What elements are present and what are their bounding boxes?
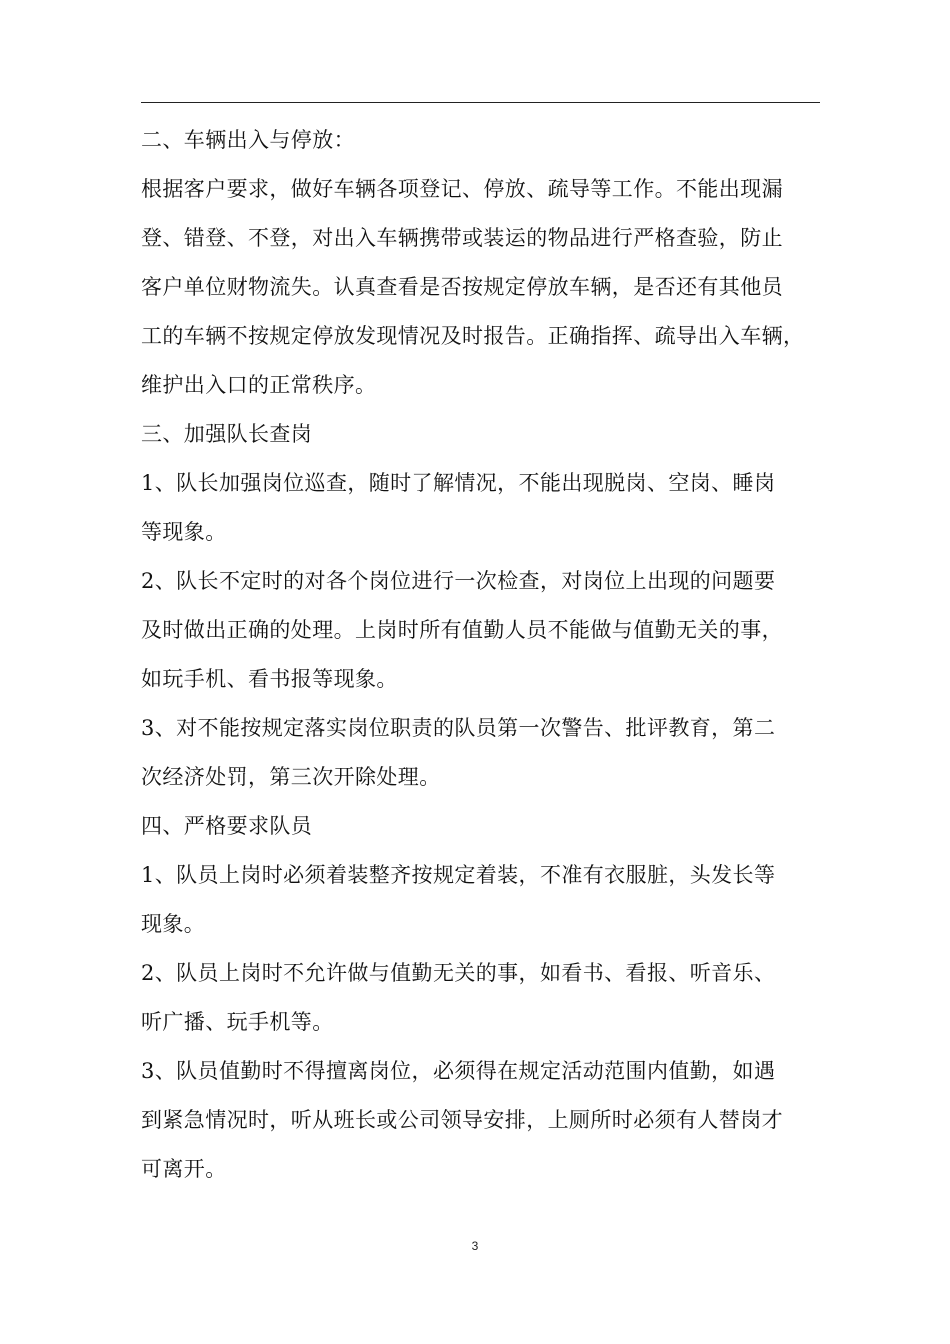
text-line: 等现象。 — [141, 520, 227, 544]
text-line: 及时做出正确的处理。上岗时所有值勤人员不能做与值勤无关的事， — [141, 618, 783, 642]
paragraph — [141, 116, 831, 165]
text-line: 可离开。 — [141, 1157, 227, 1181]
text-line: 根据客户要求，做好车辆各项登记、停放、疏导等工作。不能出现漏 — [141, 177, 783, 201]
text-line: 现象。 — [141, 912, 206, 936]
paragraph — [141, 1047, 831, 1194]
paragraph — [141, 802, 831, 851]
text-line: 听广播、玩手机等。 — [141, 1010, 334, 1034]
document-body — [141, 116, 831, 1194]
text-line: 3、对不能按规定落实岗位职责的队员第一次警告、批评教育，第二 — [141, 716, 776, 740]
text-line: 四、严格要求队员 — [141, 814, 313, 838]
paragraph — [141, 410, 831, 459]
paragraph — [141, 459, 831, 557]
paragraph — [141, 949, 831, 1047]
text-line: 如玩手机、看书报等现象。 — [141, 667, 398, 691]
text-line: 2、队长不定时的对各个岗位进行一次检查，对岗位上出现的问题要 — [141, 569, 776, 593]
text-line: 1、队员上岗时必须着装整齐按规定着装，不准有衣服脏，头发长等 — [141, 863, 776, 887]
text-line: 客户单位财物流失。认真查看是否按规定停放车辆，是否还有其他员 — [141, 275, 783, 299]
text-line: 次经济处罚，第三次开除处理。 — [141, 765, 441, 789]
paragraph — [141, 557, 831, 704]
paragraph — [141, 704, 831, 802]
header-rule — [141, 102, 820, 103]
text-line: 到紧急情况时，听从班长或公司领导安排，上厕所时必须有人替岗才 — [141, 1108, 783, 1132]
page-number: 3 — [471, 1239, 479, 1253]
paragraph — [141, 165, 831, 410]
text-line: 登、错登、不登，对出入车辆携带或装运的物品进行严格查验，防止 — [141, 226, 783, 250]
text-line: 三、加强队长查岗 — [141, 422, 313, 446]
text-line: 工的车辆不按规定停放发现情况及时报告。正确指挥、疏导出入车辆， — [141, 324, 805, 348]
text-line: 2、队员上岗时不允许做与值勤无关的事，如看书、看报、听音乐、 — [141, 961, 776, 985]
paragraph — [141, 851, 831, 949]
text-line: 3、队员值勤时不得擅离岗位，必须得在规定活动范围内值勤，如遇 — [141, 1059, 776, 1083]
text-line: 二、车辆出入与停放： — [141, 128, 355, 152]
text-line: 维护出入口的正常秩序。 — [141, 373, 377, 397]
text-line: 1、队长加强岗位巡查，随时了解情况，不能出现脱岗、空岗、睡岗 — [141, 471, 776, 495]
